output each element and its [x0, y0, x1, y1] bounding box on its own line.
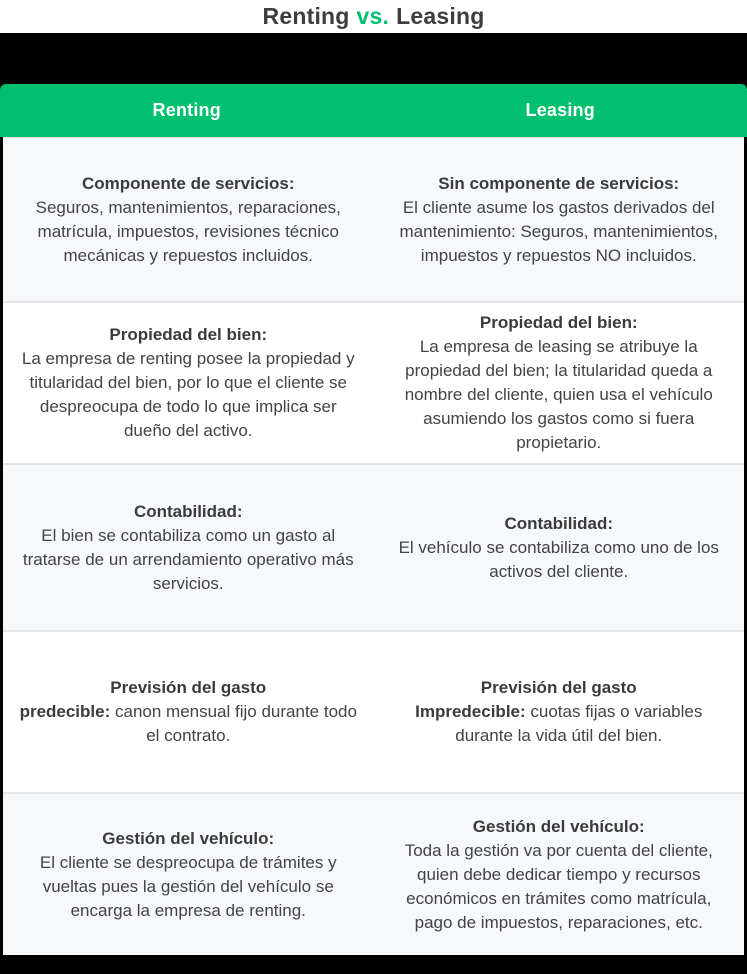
- cell-heading: Sin componente de servicios:: [438, 173, 680, 193]
- title-renting: Renting: [262, 3, 350, 29]
- title-vs: vs.: [356, 3, 390, 29]
- cell-heading: Previsión del gasto: [480, 678, 637, 697]
- cell-leasing-contabilidad: [374, 465, 745, 630]
- cell-heading: Previsión del gasto: [110, 678, 267, 697]
- cell-body: El cliente se despreocupa de trámites y vueltas pues la gestión del vehículo se encarga la empresa de renting.: [39, 852, 337, 920]
- title-strip: [0, 0, 747, 33]
- cell-leasing-propiedad: [374, 303, 745, 463]
- cell-body: El bien se contabiliza como un gasto al tratarse de un arrendamiento operativo más servicios.: [22, 525, 354, 593]
- table-row: [3, 301, 744, 463]
- table-column-header: [0, 84, 747, 137]
- cell-renting-prevision: [3, 632, 374, 792]
- cell-leasing-prevision: [374, 632, 745, 792]
- cell-body: El vehículo se contabiliza como uno de los activos del cliente.: [398, 537, 719, 581]
- cell-heading: Contabilidad:: [504, 513, 614, 533]
- cell-renting-contabilidad: [3, 465, 374, 630]
- cell-body: El cliente asume los gastos derivados del mantenimiento: Seguros, mantenimientos, impuestos y repuestos NO incluidos.: [399, 197, 718, 265]
- cell-heading: Gestión del vehículo:: [472, 816, 645, 836]
- cell-renting-gestion: [3, 794, 374, 955]
- cell-body: Seguros, mantenimientos, reparaciones, matrícula, impuestos, revisiones técnico mecánicas y repuestos incluidos.: [35, 197, 341, 265]
- cell-heading: Contabilidad:: [133, 501, 243, 521]
- cell-heading: Componente de servicios:: [81, 173, 295, 193]
- column-header-renting: Renting: [152, 100, 221, 120]
- cell-heading: Propiedad del bien:: [479, 313, 638, 332]
- cell-body: Impredecible: cuotas fijas o variables durante la vida útil del bien.: [415, 702, 703, 745]
- table-row: [3, 463, 744, 630]
- cell-body: Toda la gestión va por cuenta del cliente, quien debe dedicar tiempo y recursos económicos en trámites como matrícula, pago de impuestos, reparaciones, etc.: [404, 840, 713, 932]
- table-row: [3, 137, 744, 301]
- cell-leasing-gestion: [374, 794, 745, 955]
- cell-body: La empresa de leasing se atribuye la propiedad del bien; la titularidad queda a nombre del cliente, quien usa el vehículo asumiendo los gastos como si fuera propietario.: [404, 337, 713, 452]
- comparison-table: [3, 137, 744, 955]
- cell-renting-servicios: [3, 138, 374, 301]
- column-header-leasing: Leasing: [525, 100, 595, 120]
- cell-renting-propiedad: [3, 303, 374, 463]
- title-leasing: Leasing: [396, 3, 485, 29]
- table-row: [3, 630, 744, 792]
- cell-body: predecible: canon mensual fijo durante todo el contrato.: [19, 702, 357, 745]
- cell-heading: Propiedad del bien:: [109, 325, 268, 344]
- cell-body: La empresa de renting posee la propiedad y titularidad del bien, por lo que el cliente se despreocupa de todo lo que implica ser dueño del activo.: [21, 349, 355, 440]
- cell-heading: Gestión del vehículo:: [102, 828, 275, 848]
- page-title: [263, 3, 485, 30]
- cell-leasing-servicios: [374, 138, 745, 301]
- table-row: [3, 792, 744, 955]
